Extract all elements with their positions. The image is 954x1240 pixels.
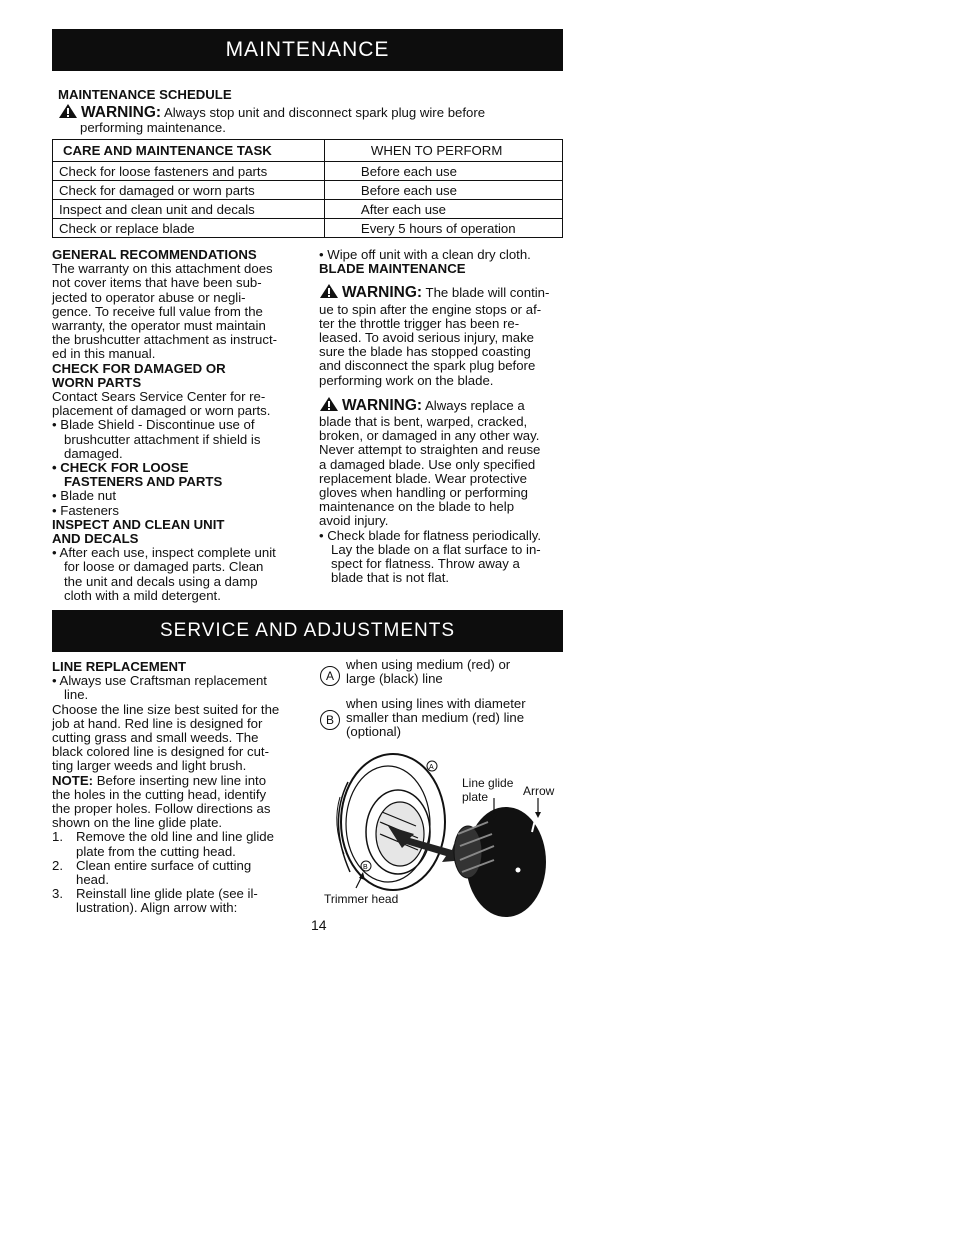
step-number: 1. xyxy=(52,829,63,845)
step-number: 2. xyxy=(52,857,63,873)
damaged-line: Contact Sears Service Center for re- xyxy=(52,389,266,405)
table-row xyxy=(53,200,563,219)
option-a-marker: A xyxy=(320,666,340,686)
loose-heading: • CHECK FOR LOOSE xyxy=(52,460,189,476)
arrow-label: Arrow xyxy=(523,784,555,798)
option-a-line: large (black) line xyxy=(346,671,443,687)
damaged-heading: CHECK FOR DAMAGED OR xyxy=(52,360,226,376)
warning-line: replacement blade. Wear protective xyxy=(319,470,527,486)
warning-text: Always stop unit and disconnect spark plug wire before xyxy=(164,105,486,120)
choose-line: ting larger weeds and light brush. xyxy=(52,758,247,774)
when-cell: Before each use xyxy=(324,181,562,200)
choose-line: black colored line is designed for cut- xyxy=(52,744,269,760)
page-number: 14 xyxy=(311,917,327,933)
step-line: Remove the old line and line glide xyxy=(76,829,274,845)
blade-heading: BLADE MAINTENANCE xyxy=(319,261,466,277)
step-line: plate from the cutting head. xyxy=(76,843,236,859)
flatness-line: blade that is not flat. xyxy=(331,570,450,586)
task-cell: Check or replace blade xyxy=(53,219,325,238)
right-column xyxy=(319,248,569,585)
option-b xyxy=(320,697,570,740)
warning-line: gloves when handling or performing xyxy=(319,485,528,501)
general-line: not cover items that have been sub- xyxy=(52,275,262,291)
task-cell: Check for loose fasteners and parts xyxy=(53,162,325,181)
inspect-line: for loose or damaged parts. Clean xyxy=(64,559,264,575)
general-line: jected to operator abuse or negli- xyxy=(52,289,246,305)
head-marker-b: B xyxy=(363,864,368,871)
line-replacement-heading: LINE REPLACEMENT xyxy=(52,659,187,674)
schedule-heading: MAINTENANCE SCHEDULE xyxy=(58,87,232,102)
warning-line: ter the throttle trigger has been re- xyxy=(319,315,520,331)
general-line: gence. To receive full value from the xyxy=(52,303,263,319)
service-banner-title: SERVICE AND ADJUSTMENTS xyxy=(159,620,456,641)
step-item xyxy=(52,830,307,844)
damaged-line: placement of damaged or worn parts. xyxy=(52,403,271,419)
line-replacement-section xyxy=(52,660,307,916)
col-task-header: CARE AND MAINTENANCE TASK xyxy=(53,140,325,162)
step-line: head. xyxy=(76,872,110,888)
warning-text-cont: performing maintenance. xyxy=(80,120,226,135)
warning-text: The blade will contin- xyxy=(425,285,550,301)
warning-text: Always replace a xyxy=(425,397,525,413)
bullet-line: • Always use Craftsman replacement xyxy=(52,673,267,689)
inspect-heading: AND DECALS xyxy=(52,531,139,547)
warning-line: avoid injury. xyxy=(319,513,389,529)
warning-line: sure the blade has stopped coasting xyxy=(319,344,531,360)
option-a-line: when using medium (red) or xyxy=(346,657,511,672)
maintenance-banner xyxy=(52,29,563,71)
col-when-header: WHEN TO PERFORM xyxy=(324,140,562,162)
general-line: The warranty on this attachment does xyxy=(52,261,273,277)
note-label: NOTE: xyxy=(52,772,94,788)
warning-line: ue to spin after the engine stops or af- xyxy=(319,301,542,317)
warning-triangle-icon xyxy=(319,283,339,302)
general-line: warranty, the operator must maintain xyxy=(52,318,266,334)
maintenance-schedule-table xyxy=(52,139,563,238)
line-glide-label: Line glide xyxy=(462,776,514,790)
note-text: Before inserting new line into xyxy=(96,772,267,788)
step-number: 3. xyxy=(52,886,63,902)
option-b-marker: B xyxy=(320,710,340,730)
table-row xyxy=(53,181,563,200)
flatness-line: spect for flatness. Throw away a xyxy=(331,556,520,572)
blade-warning-2 xyxy=(319,396,569,415)
note-line: the holes in the cutting head, identify xyxy=(52,786,267,802)
warning-line: performing work on the blade. xyxy=(319,372,494,388)
table-row xyxy=(53,162,563,181)
option-b-line: when using lines with diameter xyxy=(346,696,526,711)
choose-line: cutting grass and small weeds. The xyxy=(52,730,259,746)
step-item xyxy=(52,859,307,873)
option-a xyxy=(320,658,570,686)
note-line: the proper holes. Follow directions as xyxy=(52,801,271,817)
step-line: lustration). Align arrow with: xyxy=(76,900,238,916)
inspect-line: cloth with a mild detergent. xyxy=(64,587,221,603)
shield-line: damaged. xyxy=(64,445,123,461)
shield-line: • Blade Shield - Discontinue use of xyxy=(52,417,255,433)
warning-line: blade that is bent, warped, cracked, xyxy=(319,414,528,430)
flatness-line: Lay the blade on a flat surface to in- xyxy=(331,541,541,557)
line-glide-illustration xyxy=(318,742,563,922)
choose-line: Choose the line size best suited for the xyxy=(52,701,280,717)
note-line xyxy=(52,774,307,788)
warning-line: maintenance on the blade to help xyxy=(319,499,515,515)
step-line: Clean entire surface of cutting xyxy=(76,857,252,873)
warning-label: WARNING: xyxy=(81,104,162,121)
warning-triangle-icon xyxy=(58,103,78,122)
left-column xyxy=(52,248,307,603)
head-marker-a: A xyxy=(429,764,434,771)
warning-line: Never attempt to straighten and reuse xyxy=(319,442,541,458)
warning-line: and disconnect the spark plug before xyxy=(319,358,536,374)
when-cell: After each use xyxy=(324,200,562,219)
wipe-line: • Wipe off unit with a clean dry cloth. xyxy=(319,247,531,262)
general-heading: GENERAL RECOMMENDATIONS xyxy=(52,247,257,262)
maintenance-banner-title: MAINTENANCE xyxy=(225,38,390,61)
trimmer-head-label: Trimmer head xyxy=(324,892,399,906)
step-item xyxy=(52,887,307,901)
task-cell: Check for damaged or worn parts xyxy=(53,181,325,200)
inspect-line: the unit and decals using a damp xyxy=(64,573,258,589)
bullet-line: line. xyxy=(64,687,89,703)
shield-line: brushcutter attachment if shield is xyxy=(64,431,261,447)
service-banner xyxy=(52,610,563,652)
inspect-line: • After each use, inspect complete unit xyxy=(52,545,276,561)
warning-triangle-icon xyxy=(319,396,339,415)
inspect-heading: INSPECT AND CLEAN UNIT xyxy=(52,516,225,532)
blade-warning-1 xyxy=(319,283,569,302)
general-line: ed in this manual. xyxy=(52,346,156,362)
damaged-heading: WORN PARTS xyxy=(52,374,142,390)
table-row xyxy=(53,219,563,238)
option-b-line: smaller than medium (red) line xyxy=(346,710,525,726)
when-cell: Before each use xyxy=(324,162,562,181)
warning-label: WARNING: xyxy=(342,284,423,302)
loose-item: • Blade nut xyxy=(52,488,117,504)
warning-line: a damaged blade. Use only specified xyxy=(319,456,536,472)
loose-heading: FASTENERS AND PARTS xyxy=(64,474,223,490)
line-glide-label: plate xyxy=(462,790,489,804)
general-line: the brushcutter attachment as instruct- xyxy=(52,332,278,348)
warning-label: WARNING: xyxy=(342,396,423,414)
loose-item: • Fasteners xyxy=(52,502,119,518)
flatness-line: • Check blade for flatness periodically. xyxy=(319,527,542,543)
when-cell: Every 5 hours of operation xyxy=(324,219,562,238)
choose-line: job at hand. Red line is designed for xyxy=(52,715,263,731)
warning-line: leased. To avoid serious injury, make xyxy=(319,330,535,346)
note-line: shown on the line glide plate. xyxy=(52,815,223,831)
option-b-line: (optional) xyxy=(346,724,401,740)
table-header-row xyxy=(53,140,563,162)
step-line: Reinstall line glide plate (see il- xyxy=(76,886,258,902)
warning-line: broken, or damaged in any other way. xyxy=(319,428,540,444)
task-cell: Inspect and clean unit and decals xyxy=(53,200,325,219)
